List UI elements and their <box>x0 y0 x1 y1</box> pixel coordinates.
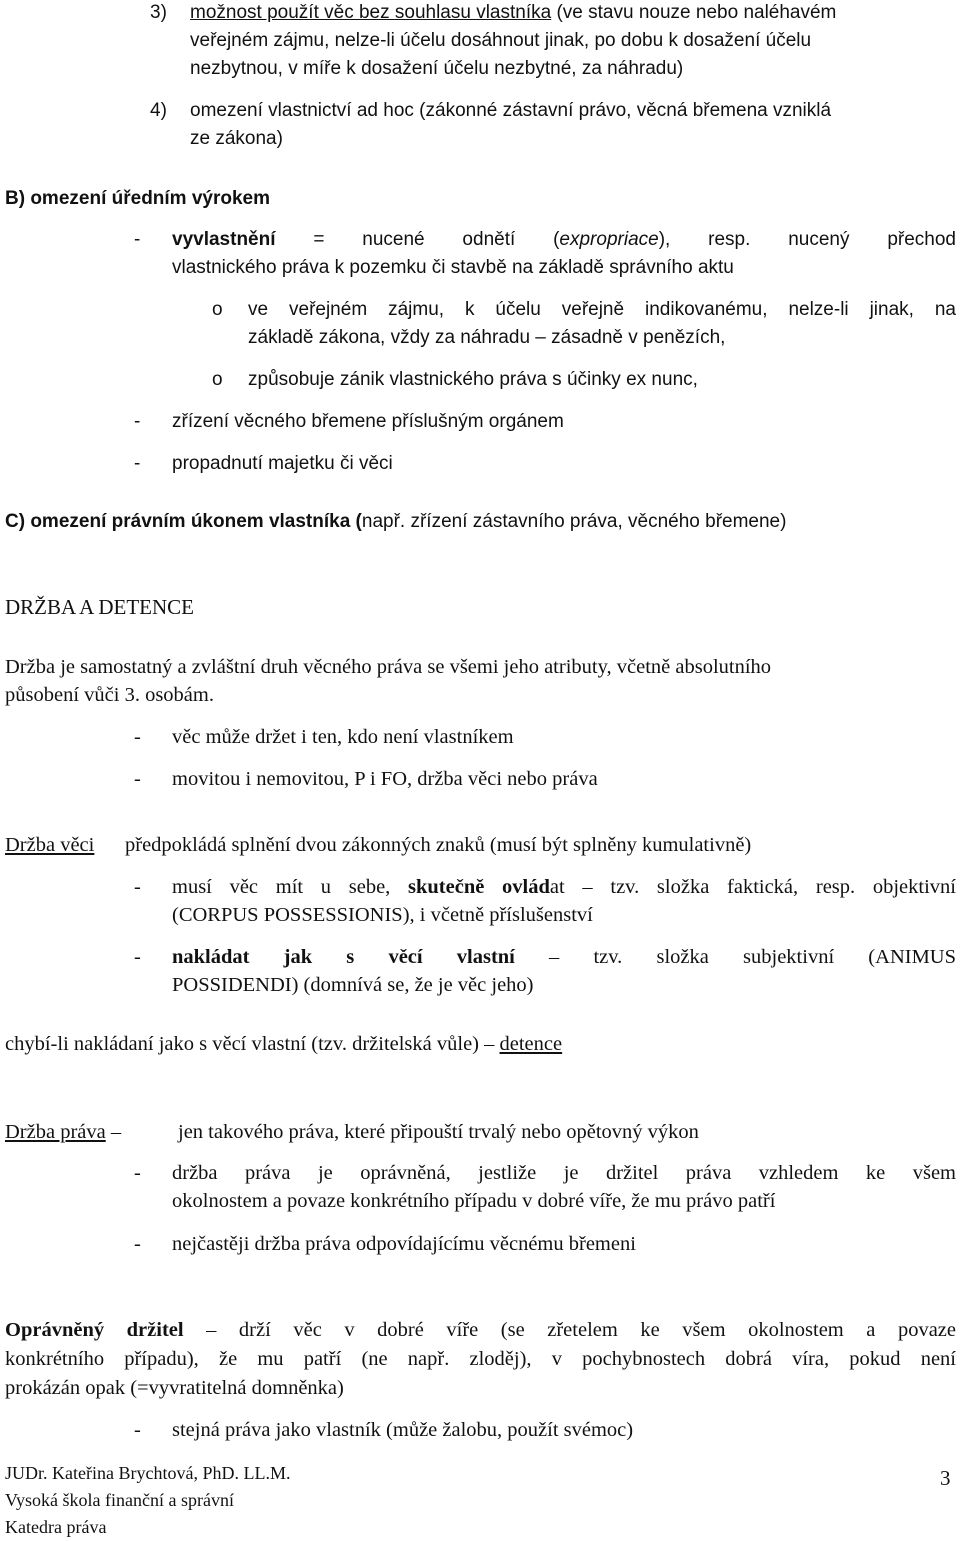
drzba-veci-item2-dash: - <box>134 946 141 968</box>
drzba-veci-item1-line1 <box>172 875 956 899</box>
opravneny-line2: konkrétního případu), že mu patří (ne např. zloděj), v pochybnostech dobrá víra, pokud není <box>5 1348 956 1370</box>
item3-underlined-term: možnost použít věc bez souhlasu vlastníka <box>190 2 552 23</box>
footer-school: Vysoká škola finanční a správní <box>5 1490 234 1510</box>
section-b-heading: B) omezení úředním výrokem <box>5 188 271 209</box>
section-c-line <box>5 510 786 534</box>
item1-bold: skutečně ovlád <box>408 876 550 898</box>
detence-term: detence <box>499 1033 563 1055</box>
drzba-veci-item2-line2: POSSIDENDI) (domnívá se, že je věc jeho) <box>172 974 534 996</box>
sub2-bullet: o <box>212 369 223 390</box>
item3-line1-rest: (ve stavu nouze nebo naléhavém <box>551 2 837 23</box>
drzba-dash1-text: věc může držet i ten, kdo není vlastníkem <box>172 726 514 748</box>
item3-line2: veřejném zájmu, nelze-li účelu dosáhnout jinak, po dobu k dosažení účelu <box>190 30 812 51</box>
item1-pre: musí věc mít u sebe, <box>172 876 409 898</box>
item2-post: – tzv. složka subjektivní (ANIMUS <box>514 946 957 968</box>
section-c-heading: C) omezení právním úkonem vlastníka ( <box>5 511 362 532</box>
drzba-prava-dash: – <box>105 1121 122 1143</box>
drzba-prava-item1-line2: okolnostem a povaze konkrétního případu v dobré víře, že mu právo patří <box>172 1190 776 1212</box>
sub1-bullet: o <box>212 299 223 320</box>
b-dash3-text: propadnutí majetku či věci <box>172 453 393 474</box>
opravneny-item1-dash: - <box>134 1419 141 1441</box>
page-number: 3 <box>940 1466 951 1490</box>
drzba-prava-term: Držba práva <box>5 1121 106 1143</box>
b-dash3: - <box>134 453 141 474</box>
sub2-line1: způsobuje zánik vlastnického práva s účinky ex nunc, <box>248 369 698 390</box>
chybi-pre: chybí-li nakládaní jako s věcí vlastní (tzv. držitelská vůle) – <box>5 1033 500 1055</box>
opravneny-line1-rest: – drží věc v dobré víře (se zřetelem ke všem okolnostem a povaze <box>183 1319 957 1341</box>
drzba-dash2: - <box>134 768 141 790</box>
drzba-veci-item1-dash: - <box>134 876 141 898</box>
drzba-prava-item2-text: nejčastěji držba práva odpovídajícímu věcnému břemeni <box>172 1233 636 1255</box>
footer-dept: Katedra práva <box>5 1517 107 1537</box>
opravneny-item1-text: stejná práva jako vlastník (může žalobu, použít svémoc) <box>172 1419 634 1441</box>
drzba-veci-item1-line2: (CORPUS POSSESSIONIS), i včetně příslušenství <box>172 904 593 926</box>
drzba-veci-term: Držba věci <box>5 834 95 856</box>
vyvlastneni-line2: vlastnického práva k pozemku či stavbě na základě správního aktu <box>172 257 734 278</box>
vyvlastneni-dash: - <box>134 229 141 250</box>
item4-number: 4) <box>150 100 167 121</box>
item1-post: at – tzv. složka faktická, resp. objektivní <box>549 876 956 898</box>
drzba-prava-text: jen takového práva, které připouští trvalý nebo opětovný výkon <box>178 1121 699 1143</box>
drzba-dash2-text: movitou i nemovitou, P i FO, držba věci nebo práva <box>172 768 598 790</box>
b-dash2-text: zřízení věcného břemene příslušným orgánem <box>172 411 564 432</box>
item3-number: 3) <box>150 2 167 23</box>
opravneny-line3: prokázán opak (=vyvratitelná domněnka) <box>5 1377 344 1399</box>
drzba-intro-line1: Držba je samostatný a zvláštní druh věcného práva se všemi jeho atributy, včetně absolutního <box>5 656 772 678</box>
item3-line1 <box>190 1 836 25</box>
vyvlastneni-line1 <box>172 228 956 252</box>
drzba-prava-item2-dash: - <box>134 1233 141 1255</box>
footer-author: JUDr. Kateřina Brychtová, PhD. LL.M. <box>5 1463 291 1483</box>
item4-line2: ze zákona) <box>190 128 283 149</box>
section-c-rest: např. zřízení zástavního práva, věcného břemene) <box>361 511 787 532</box>
drzba-veci-text: předpokládá splnění dvou zákonných znaků (musí být splněny kumulativně) <box>125 834 752 856</box>
drzba-heading: DRŽBA A DETENCE <box>5 595 195 619</box>
opravneny-line1 <box>5 1318 956 1342</box>
vyvlastneni-mid: = nucené odnětí ( <box>275 229 560 250</box>
sub1-line1: ve veřejném zájmu, k účelu veřejně indikovanému, nelze-li jinak, na <box>248 299 956 320</box>
drzba-prava-item1-line1: držba práva je oprávněná, jestliže je držitel práva vzhledem ke všem <box>172 1162 956 1184</box>
drzba-veci-item2-line1 <box>172 945 956 969</box>
vyvlastneni-rest: ), resp. nucený přechod <box>658 229 956 250</box>
item4-line1: omezení vlastnictví ad hoc (zákonné zástavní právo, věcná břemena vzniklá <box>190 100 832 121</box>
vyvlastneni-term: vyvlastnění <box>172 229 276 250</box>
drzba-dash1: - <box>134 726 141 748</box>
drzba-intro-line2: působení vůči 3. osobám. <box>5 684 214 706</box>
b-dash2: - <box>134 411 141 432</box>
drzba-prava-term-line <box>5 1120 121 1144</box>
drzba-prava-item1-dash: - <box>134 1162 141 1184</box>
item3-line3: nezbytnou, v míře k dosažení účelu nezbytné, za náhradu) <box>190 58 684 79</box>
item2-bold: nakládat jak s věcí vlastní <box>172 946 515 968</box>
opravneny-term: Oprávněný držitel <box>5 1319 184 1341</box>
expropriace-term: expropriace <box>559 229 659 250</box>
sub1-line2: základě zákona, vždy za náhradu – zásadně v penězích, <box>248 327 726 348</box>
chybi-line <box>5 1032 562 1056</box>
